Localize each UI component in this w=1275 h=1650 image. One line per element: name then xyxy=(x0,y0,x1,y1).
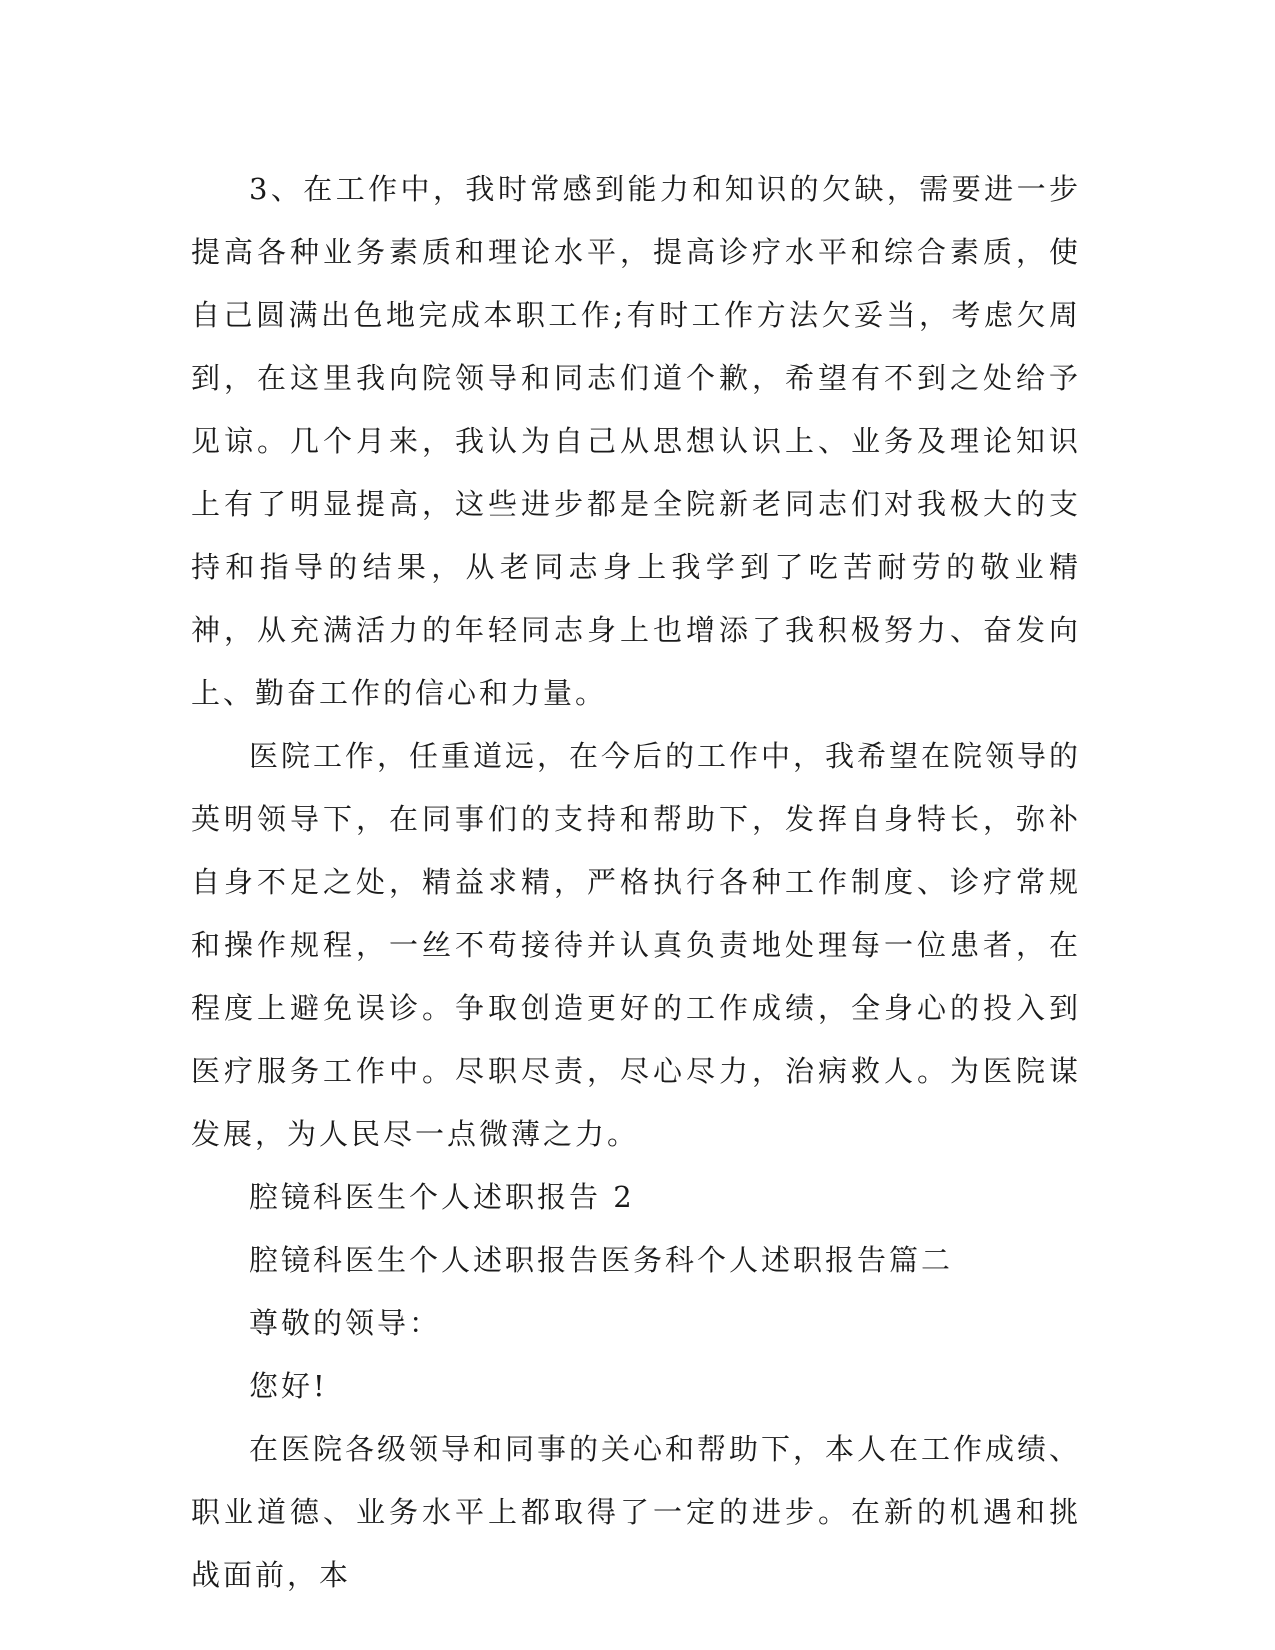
paragraph-intro: 在医院各级领导和同事的关心和帮助下，本人在工作成绩、职业道德、业务水平上都取得了一定的进步。在新的机遇和挑战面前，本 xyxy=(191,1432,1082,1592)
report-subtitle: 腔镜科医生个人述职报告医务科个人述职报告篇二 xyxy=(249,1243,954,1277)
greeting: 您好! xyxy=(249,1369,328,1403)
paragraph-work-shortcomings: 3、在工作中，我时常感到能力和知识的欠缺，需要进一步提高各种业务素质和理论水平，提高诊疗水平和综合素质，使自己圆满出色地完成本职工作;有时工作方法欠妥当，考虑欠周到，在这里我向院领导和同志们道个歉，希望有不到之处给予见谅。几个月来，我认为自己从思想认识上、业务及理论知识上有了明显提高，这些进步都是全院新老同志们对我极大的支持和指导的结果，从老同志身上我学到了吃苦耐劳的敬业精神，从充满活力的年轻同志身上也增添了我积极努力、奋发向上、勤奋工作的信心和力量。 xyxy=(191,172,1081,710)
document-body xyxy=(191,158,1081,1607)
paragraph-future-work: 医院工作，任重道远，在今后的工作中，我希望在院领导的英明领导下，在同事们的支持和帮助下，发挥自身特长，弥补自身不足之处，精益求精，严格执行各种工作制度、诊疗常规和操作规程，一丝不苟接待并认真负责地处理每一位患者，在程度上避免误诊。争取创造更好的工作成绩，全身心的投入到医疗服务工作中。尽职尽责，尽心尽力，治病救人。为医院谋发展，为人民尽一点微薄之力。 xyxy=(191,739,1082,1151)
salutation: 尊敬的领导： xyxy=(249,1306,442,1340)
report-title: 腔镜科医生个人述职报告 2 xyxy=(249,1180,635,1214)
